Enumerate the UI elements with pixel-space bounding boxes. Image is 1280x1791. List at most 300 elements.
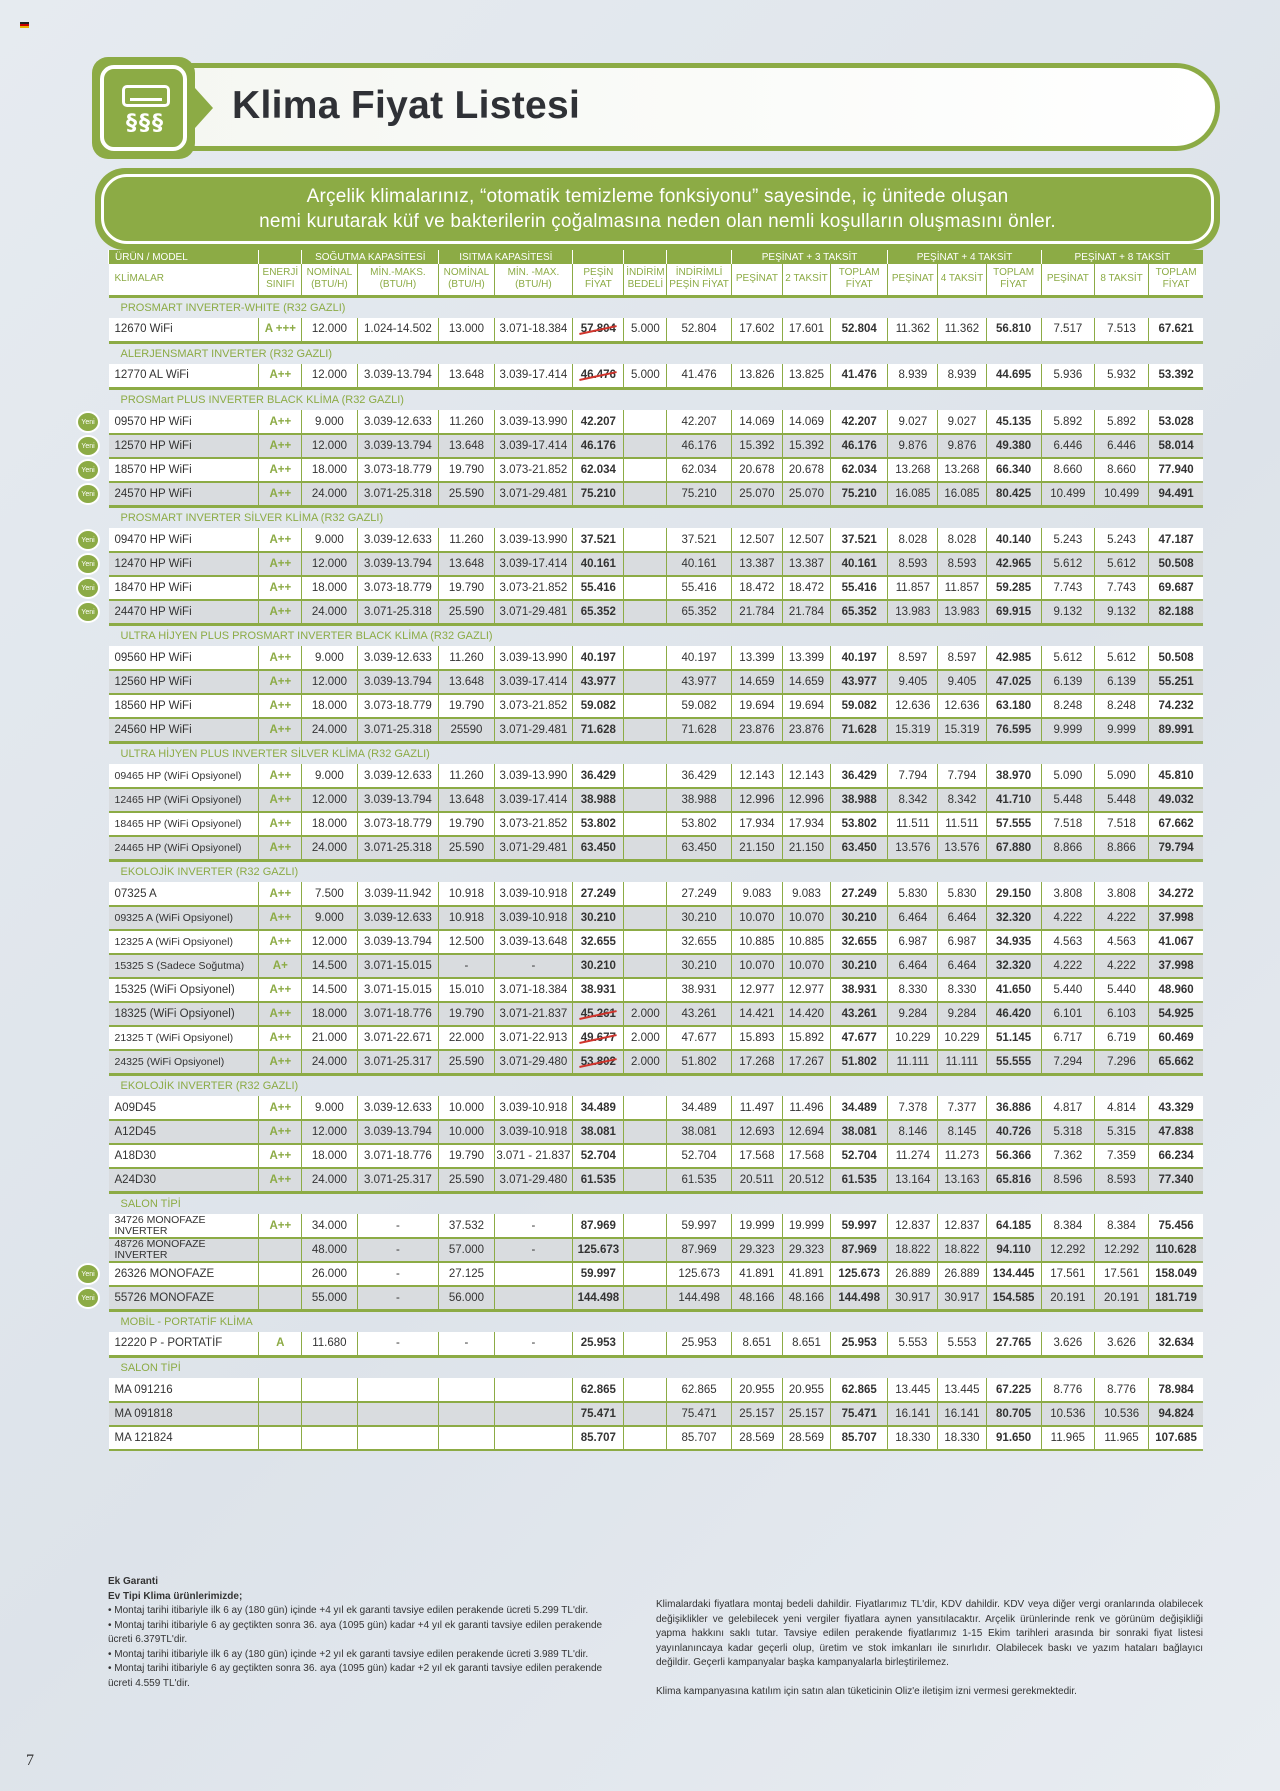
table-cell: 43.977: [667, 670, 731, 694]
table-cell: 63.450: [831, 836, 888, 860]
table-cell: 19.790: [439, 694, 494, 718]
table-cell: 63.450: [667, 836, 731, 860]
table-cell: A++: [259, 930, 302, 954]
table-cell: 18.822: [888, 1238, 938, 1262]
table-cell: 14.069: [731, 410, 782, 434]
table-cell: 12.000: [302, 364, 357, 388]
table-cell: 87.969: [573, 1214, 624, 1238]
table-cell: 20.955: [782, 1378, 830, 1402]
section-header: [109, 742, 1204, 764]
table-cell: A++: [259, 576, 302, 600]
table-cell: [624, 1120, 667, 1144]
table-cell: 17.561: [1094, 1262, 1148, 1286]
table-cell: 37.998: [1149, 906, 1203, 930]
table-cell: 16.085: [938, 482, 986, 506]
table-cell: 10.536: [1041, 1402, 1094, 1426]
table-cell: 48.000: [302, 1238, 357, 1262]
table-cell: 55.416: [667, 576, 731, 600]
table-cell: 32.655: [573, 930, 624, 954]
table-row: [109, 1168, 1204, 1192]
table-cell: 3.039-13.794: [357, 364, 439, 388]
table-cell: 18560 HP WiFi: [109, 694, 259, 718]
table-cell: 26326 MONOFAZE: [109, 1262, 259, 1286]
section-title: EKOLOJİK INVERTER (R32 GAZLI): [109, 860, 1204, 882]
table-cell: 5.318: [1041, 1120, 1094, 1144]
table-cell: 4.563: [1041, 930, 1094, 954]
table-cell: 75.210: [667, 482, 731, 506]
table-cell: 24470 HP WiFi: [109, 600, 259, 624]
table-cell: A++: [259, 1050, 302, 1074]
table-cell: A++: [259, 458, 302, 482]
table-cell: 10.070: [782, 906, 830, 930]
column-header: 8 TAKSİT: [1094, 264, 1148, 296]
table-cell: 11.965: [1041, 1426, 1094, 1450]
table-cell: 154.585: [986, 1286, 1041, 1310]
table-cell: 42.985: [986, 646, 1041, 670]
table-cell: 82.188: [1149, 600, 1203, 624]
table-cell: 6.464: [938, 906, 986, 930]
table-cell: 41.710: [986, 788, 1041, 812]
table-cell: 13.000: [439, 318, 494, 342]
header-group-cooling: SOĞUTMA KAPASİTESİ: [302, 250, 439, 264]
table-row: [109, 552, 1204, 576]
table-cell: 7.296: [1094, 1050, 1148, 1074]
header-group-3-installments: PEŞİNAT + 3 TAKSİT: [731, 250, 888, 264]
table-cell: 25.953: [667, 1332, 731, 1356]
table-cell: [494, 1262, 573, 1286]
table-cell: 20.191: [1094, 1286, 1148, 1310]
table-cell: A++: [259, 882, 302, 906]
table-cell: 5.612: [1041, 552, 1094, 576]
table-cell: 25.953: [573, 1332, 624, 1356]
table-cell: 32.655: [831, 930, 888, 954]
table-cell: [302, 1426, 357, 1450]
table-cell: 38.931: [667, 978, 731, 1002]
table-cell: 125.673: [667, 1262, 731, 1286]
table-cell: 55726 MONOFAZE: [109, 1286, 259, 1310]
table-cell: 17.602: [731, 318, 782, 342]
table-row: [109, 882, 1204, 906]
table-cell: 15325 (WiFi Opsiyonel): [109, 978, 259, 1002]
table-cell: 12.292: [1094, 1238, 1148, 1262]
section-header: [109, 506, 1204, 528]
table-cell: 14.421: [731, 1002, 782, 1026]
table-cell: 4.563: [1094, 930, 1148, 954]
table-cell: 12.500: [439, 930, 494, 954]
table-cell: 7.743: [1094, 576, 1148, 600]
table-cell: 17.934: [731, 812, 782, 836]
table-cell: 21.150: [731, 836, 782, 860]
table-cell: 12.507: [782, 528, 830, 552]
page-title: Klima Fiyat Listesi: [232, 84, 581, 127]
table-cell: 5.612: [1041, 646, 1094, 670]
table-cell: 3.039-13.794: [357, 434, 439, 458]
table-cell: 41.891: [782, 1262, 830, 1286]
table-cell: 8.597: [938, 646, 986, 670]
table-cell: 13.399: [731, 646, 782, 670]
table-cell: 6.719: [1094, 1026, 1148, 1050]
table-cell: A++: [259, 434, 302, 458]
table-cell: 6.464: [938, 954, 986, 978]
table-cell: A++: [259, 1168, 302, 1192]
table-cell: 3.039-17.414: [494, 788, 573, 812]
table-cell: 75.456: [1149, 1214, 1203, 1238]
section-header: [109, 388, 1204, 410]
table-cell: [624, 434, 667, 458]
table-cell: 3.039-13.794: [357, 552, 439, 576]
table-cell: 25.590: [439, 1168, 494, 1192]
table-cell: [439, 1426, 494, 1450]
table-cell: A++: [259, 1002, 302, 1026]
table-cell: 40.197: [831, 646, 888, 670]
table-cell: 24.000: [302, 718, 357, 742]
new-badge-icon: Yeni: [76, 529, 100, 551]
table-cell: A++: [259, 1144, 302, 1168]
table-cell: A24D30: [109, 1168, 259, 1192]
table-cell: 8.330: [938, 978, 986, 1002]
flag-icon: [20, 22, 29, 28]
column-header: TOPLAM FİYAT: [831, 264, 888, 296]
table-cell: 65.816: [986, 1168, 1041, 1192]
table-cell: 23.876: [731, 718, 782, 742]
table-cell: 8.939: [888, 364, 938, 388]
table-cell: 21.784: [782, 600, 830, 624]
new-badge-icon: Yeni: [76, 411, 100, 433]
table-cell: 48.960: [1149, 978, 1203, 1002]
table-cell: A++: [259, 1096, 302, 1120]
table-cell: 3.071-25.317: [357, 1168, 439, 1192]
table-cell: 12.693: [731, 1120, 782, 1144]
table-cell: 20.678: [782, 458, 830, 482]
table-cell: 9.405: [888, 670, 938, 694]
header-group-4-installments: PEŞİNAT + 4 TAKSİT: [888, 250, 1041, 264]
table-cell: 48.166: [731, 1286, 782, 1310]
table-cell: 07325 A: [109, 882, 259, 906]
table-cell: 75.471: [667, 1402, 731, 1426]
table-cell: 17.568: [782, 1144, 830, 1168]
table-cell: 8.330: [888, 978, 938, 1002]
table-cell: 28.569: [731, 1426, 782, 1450]
table-cell: 49.032: [1149, 788, 1203, 812]
table-cell: 3.039-12.633: [357, 906, 439, 930]
table-cell: 16.141: [938, 1402, 986, 1426]
table-cell: 8.342: [888, 788, 938, 812]
table-cell: 6.717: [1041, 1026, 1094, 1050]
table-cell: 9.405: [938, 670, 986, 694]
table-cell: 24570 HP WiFi: [109, 482, 259, 506]
table-cell: 13.163: [938, 1168, 986, 1192]
table-cell: 09470 HP WiFi: [109, 528, 259, 552]
table-cell: 59.997: [831, 1214, 888, 1238]
section-header: [109, 342, 1204, 364]
column-header: MİN.-MAKS. (BTU/H): [357, 264, 439, 296]
table-cell: -: [357, 1238, 439, 1262]
table-cell: 18.000: [302, 812, 357, 836]
table-cell: 8.593: [938, 552, 986, 576]
table-cell: 9.000: [302, 1096, 357, 1120]
table-cell: 9.284: [888, 1002, 938, 1026]
table-cell: 47.677: [667, 1026, 731, 1050]
table-cell: 24.000: [302, 482, 357, 506]
table-cell: 30.210: [667, 906, 731, 930]
table-cell: 69.687: [1149, 576, 1203, 600]
section-title: MOBİL - PORTATİF KLİMA: [109, 1310, 1204, 1332]
table-cell: 32.320: [986, 954, 1041, 978]
table-cell: 65.352: [667, 600, 731, 624]
table-cell: 144.498: [667, 1286, 731, 1310]
table-cell: 9.132: [1041, 600, 1094, 624]
table-cell: 89.991: [1149, 718, 1203, 742]
table-cell: 19.999: [782, 1214, 830, 1238]
table-cell: 38.988: [573, 788, 624, 812]
table-cell: 3.071-15.015: [357, 954, 439, 978]
table-cell: 7.362: [1041, 1144, 1094, 1168]
table-cell: 6.987: [888, 930, 938, 954]
table-cell: 2.000: [624, 1050, 667, 1074]
table-cell: 5.000: [624, 364, 667, 388]
table-cell: A++: [259, 646, 302, 670]
table-row: [109, 788, 1204, 812]
table-cell: [494, 1402, 573, 1426]
table-cell: 24.000: [302, 600, 357, 624]
table-cell: 24.000: [302, 836, 357, 860]
table-cell: 8.866: [1041, 836, 1094, 860]
table-cell: 3.626: [1094, 1332, 1148, 1356]
table-cell: 20.678: [731, 458, 782, 482]
table-cell: 34.000: [302, 1214, 357, 1238]
table-cell: 52.704: [831, 1144, 888, 1168]
table-row: [109, 1238, 1204, 1262]
table-cell: 3.039-17.414: [494, 552, 573, 576]
table-cell: 9.132: [1094, 600, 1148, 624]
table-cell: 8.651: [731, 1332, 782, 1356]
table-cell: 63.450: [573, 836, 624, 860]
table-cell: 13.268: [938, 458, 986, 482]
column-header: ENERJİ SINIFI: [259, 264, 302, 296]
table-cell: 12.000: [302, 670, 357, 694]
table-cell: 5.448: [1094, 788, 1148, 812]
table-cell: 12220 P - PORTATİF: [109, 1332, 259, 1356]
table-cell: 69.915: [986, 600, 1041, 624]
table-row: [109, 600, 1204, 624]
table-cell: [624, 978, 667, 1002]
table-cell: -: [494, 1214, 573, 1238]
table-cell: 34.489: [667, 1096, 731, 1120]
table-cell: 30.917: [888, 1286, 938, 1310]
table-cell: 18.000: [302, 1002, 357, 1026]
table-cell: A++: [259, 482, 302, 506]
table-cell: 19.694: [782, 694, 830, 718]
table-row: [109, 434, 1204, 458]
table-cell: 49.677: [573, 1026, 624, 1050]
table-cell: 55.555: [986, 1050, 1041, 1074]
table-row: [109, 906, 1204, 930]
table-cell: 53.028: [1149, 410, 1203, 434]
table-cell: 30.917: [938, 1286, 986, 1310]
table-cell: 25.070: [782, 482, 830, 506]
table-cell: 77.340: [1149, 1168, 1203, 1192]
table-cell: 46.176: [831, 434, 888, 458]
table-cell: 18470 HP WiFi: [109, 576, 259, 600]
table-cell: 10.499: [1094, 482, 1148, 506]
table-cell: 11.273: [938, 1144, 986, 1168]
table-row: [109, 1402, 1204, 1426]
table-cell: 12325 A (WiFi Opsiyonel): [109, 930, 259, 954]
table-cell: 56.810: [986, 318, 1041, 342]
table-cell: 8.248: [1094, 694, 1148, 718]
table-cell: 75.210: [831, 482, 888, 506]
table-cell: [624, 1262, 667, 1286]
table-cell: 11.511: [888, 812, 938, 836]
table-cell: 18.330: [938, 1426, 986, 1450]
table-cell: 29.150: [986, 882, 1041, 906]
table-cell: MA 091216: [109, 1378, 259, 1402]
table-cell: 41.067: [1149, 930, 1203, 954]
table-cell: 09560 HP WiFi: [109, 646, 259, 670]
table-cell: 43.977: [573, 670, 624, 694]
table-cell: [624, 930, 667, 954]
table-cell: 41.476: [831, 364, 888, 388]
table-cell: 65.352: [573, 600, 624, 624]
table-cell: A +++: [259, 318, 302, 342]
table-cell: 12.143: [731, 764, 782, 788]
table-cell: [259, 1238, 302, 1262]
table-cell: 8.939: [938, 364, 986, 388]
table-cell: [357, 1402, 439, 1426]
section-header: [109, 296, 1204, 318]
table-cell: A++: [259, 552, 302, 576]
header-group-heating: ISITMA KAPASİTESİ: [439, 250, 573, 264]
table-cell: 3.071-29.481: [494, 718, 573, 742]
table-cell: -: [494, 954, 573, 978]
header-group-8-installments: PEŞİNAT + 8 TAKSİT: [1041, 250, 1203, 264]
table-cell: 12.996: [782, 788, 830, 812]
table-cell: 17.934: [782, 812, 830, 836]
table-cell: 6.103: [1094, 1002, 1148, 1026]
table-cell: 3.039-13.648: [494, 930, 573, 954]
table-cell: [624, 528, 667, 552]
table-cell: 3.039-13.794: [357, 930, 439, 954]
new-badge-icon: Yeni: [76, 1263, 100, 1285]
table-cell: 5.932: [1094, 364, 1148, 388]
table-cell: [624, 1286, 667, 1310]
table-cell: 11.511: [938, 812, 986, 836]
column-header: PEŞİNAT: [1041, 264, 1094, 296]
table-cell: A: [259, 1332, 302, 1356]
table-cell: 3.039-10.918: [494, 1120, 573, 1144]
table-cell: 3.073-21.852: [494, 576, 573, 600]
table-cell: 40.197: [573, 646, 624, 670]
table-cell: 79.794: [1149, 836, 1203, 860]
table-cell: 25.590: [439, 1050, 494, 1074]
table-cell: 14.659: [731, 670, 782, 694]
table-cell: 37.532: [439, 1214, 494, 1238]
table-cell: 3.039-13.794: [357, 1120, 439, 1144]
table-cell: 94.491: [1149, 482, 1203, 506]
table-cell: 10.885: [782, 930, 830, 954]
table-cell: 13.387: [782, 552, 830, 576]
table-cell: 15.319: [938, 718, 986, 742]
table-cell: 10.918: [439, 882, 494, 906]
table-cell: 3.039-11.942: [357, 882, 439, 906]
table-cell: 19.694: [731, 694, 782, 718]
table-cell: 40.197: [667, 646, 731, 670]
table-cell: 59.082: [667, 694, 731, 718]
table-row: [109, 694, 1204, 718]
air-conditioner-icon: §§§: [92, 57, 195, 159]
table-cell: [624, 1096, 667, 1120]
table-cell: 9.027: [888, 410, 938, 434]
table-cell: [357, 1378, 439, 1402]
table-cell: 87.969: [667, 1238, 731, 1262]
table-cell: 71.628: [831, 718, 888, 742]
table-cell: 34.489: [831, 1096, 888, 1120]
table-cell: 3.071-18.776: [357, 1144, 439, 1168]
table-row: [109, 954, 1204, 978]
new-badge-icon: Yeni: [76, 435, 100, 457]
table-cell: 5.090: [1094, 764, 1148, 788]
table-cell: 45.135: [986, 410, 1041, 434]
table-cell: 3.039-13.990: [494, 764, 573, 788]
table-cell: 7.378: [888, 1096, 938, 1120]
table-cell: 11.497: [731, 1096, 782, 1120]
table-cell: 37.521: [831, 528, 888, 552]
table-cell: 12560 HP WiFi: [109, 670, 259, 694]
table-cell: 67.621: [1149, 318, 1203, 342]
table-cell: 15.319: [888, 718, 938, 742]
table-cell: 55.416: [831, 576, 888, 600]
table-cell: 38.970: [986, 764, 1041, 788]
table-cell: 30.210: [573, 954, 624, 978]
table-cell: 3.073-21.852: [494, 812, 573, 836]
table-cell: 38.988: [831, 788, 888, 812]
table-cell: [624, 1144, 667, 1168]
table-cell: 5.440: [1094, 978, 1148, 1002]
table-cell: A++: [259, 1120, 302, 1144]
table-cell: 19.790: [439, 812, 494, 836]
table-cell: 3.039-13.990: [494, 646, 573, 670]
table-cell: 67.880: [986, 836, 1041, 860]
table-cell: 66.340: [986, 458, 1041, 482]
column-header: 2 TAKSİT: [782, 264, 830, 296]
table-cell: 18.000: [302, 458, 357, 482]
table-cell: 25590: [439, 718, 494, 742]
table-cell: 5.243: [1094, 528, 1148, 552]
table-cell: A++: [259, 364, 302, 388]
table-cell: 62.865: [573, 1378, 624, 1402]
table-cell: 3.073-18.779: [357, 812, 439, 836]
table-cell: 3.071-18.776: [357, 1002, 439, 1026]
table-cell: 59.285: [986, 576, 1041, 600]
table-cell: 12.694: [782, 1120, 830, 1144]
table-cell: 62.865: [667, 1378, 731, 1402]
table-cell: 53.392: [1149, 364, 1203, 388]
table-cell: 52.804: [667, 318, 731, 342]
table-cell: 41.476: [667, 364, 731, 388]
table-cell: 38.931: [831, 978, 888, 1002]
warranty-notes: [108, 1575, 628, 1691]
table-cell: 5.553: [938, 1332, 986, 1356]
table-cell: 75.471: [573, 1402, 624, 1426]
warranty-item: • Montaj tarihi itibariyle 6 ay geçtikten sonra 36. aya (1095 gün) kadar +2 yıl ek garanti tavsiye edilen perakende ücreti 4.559 TL'dir.: [108, 1663, 603, 1689]
table-cell: 55.000: [302, 1286, 357, 1310]
table-cell: 85.707: [831, 1426, 888, 1450]
table-cell: 107.685: [1149, 1426, 1203, 1450]
table-cell: 27.249: [831, 882, 888, 906]
table-cell: [494, 1378, 573, 1402]
table-cell: 10.000: [439, 1096, 494, 1120]
table-cell: 3.073-18.779: [357, 576, 439, 600]
